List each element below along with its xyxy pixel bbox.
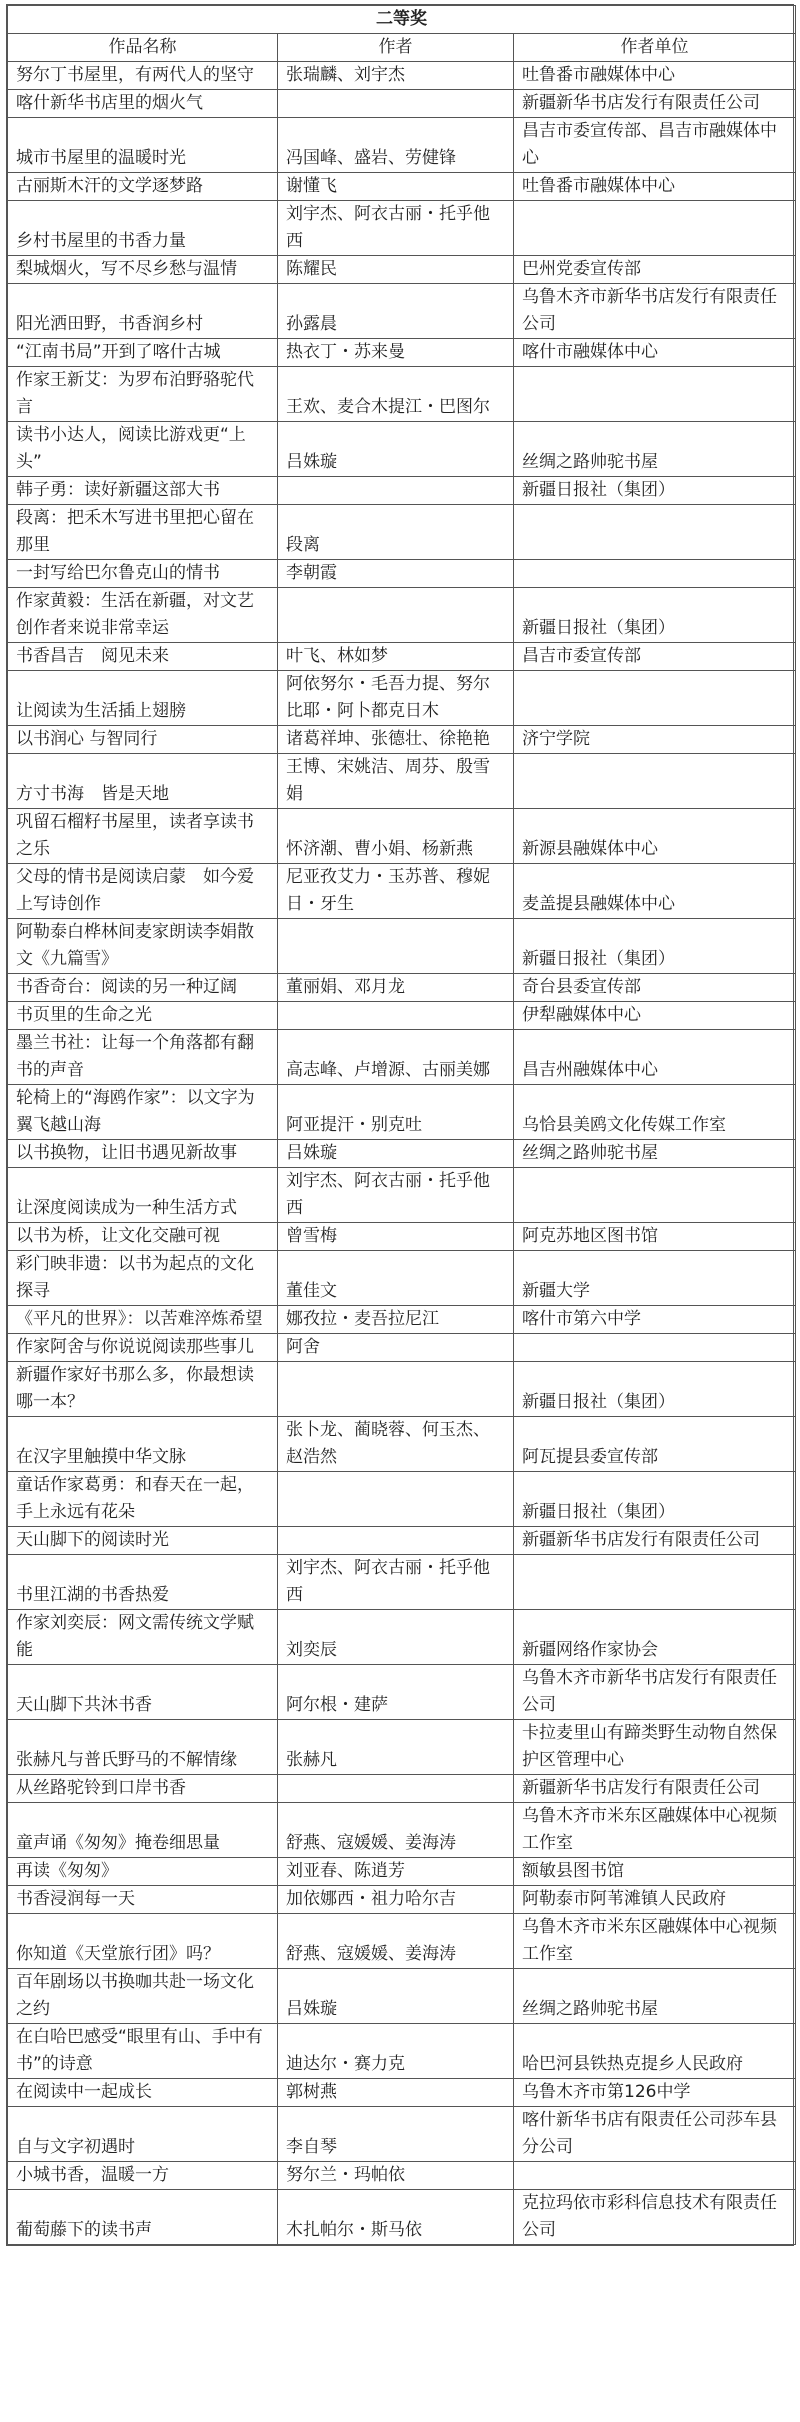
author-cell: 李自琴 xyxy=(278,2107,514,2162)
author-cell: 李朝霞 xyxy=(278,560,514,588)
work-title-cell: 城市书屋里的温暖时光 xyxy=(8,118,278,173)
table-row xyxy=(8,2024,796,2079)
table-row xyxy=(8,2190,796,2245)
table-row xyxy=(8,2079,796,2107)
work-title-cell: 在白哈巴感受“眼里有山、手中有书”的诗意 xyxy=(8,2024,278,2079)
work-title-cell: 古丽斯木汗的文学逐梦路 xyxy=(8,173,278,201)
author-cell: 尼亚孜艾力・玉苏普、穆妮日・牙生 xyxy=(278,864,514,919)
table-row xyxy=(8,118,796,173)
work-title-cell: 新疆作家好书那么多，你最想读哪一本？ xyxy=(8,1362,278,1417)
table-row xyxy=(8,1306,796,1334)
author-cell: 张赫凡 xyxy=(278,1720,514,1775)
work-title-cell: 书香昌吉 阅见未来 xyxy=(8,643,278,671)
affiliation-cell: 乌鲁木齐市新华书店发行有限责任公司 xyxy=(514,284,796,339)
table-row xyxy=(8,864,796,919)
affiliation-cell xyxy=(514,754,796,809)
table-row xyxy=(8,1555,796,1610)
work-title-cell: 阳光洒田野，书香润乡村 xyxy=(8,284,278,339)
affiliation-cell: 奇台县委宣传部 xyxy=(514,974,796,1002)
work-title-cell: 葡萄藤下的读书声 xyxy=(8,2190,278,2245)
work-title-cell: 天山脚下共沐书香 xyxy=(8,1665,278,1720)
author-cell xyxy=(278,90,514,118)
affiliation-cell: 吐鲁番市融媒体中心 xyxy=(514,62,796,90)
author-cell: 刘亚春、陈逍芳 xyxy=(278,1858,514,1886)
author-cell: 张瑞麟、刘宇杰 xyxy=(278,62,514,90)
table-row xyxy=(8,1334,796,1362)
work-title-cell: 阿勒泰白桦林间麦家朗读李娟散文《九篇雪》 xyxy=(8,919,278,974)
work-title-cell: 在汉字里触摸中华文脉 xyxy=(8,1417,278,1472)
column-header-affiliation: 作者单位 xyxy=(514,34,796,62)
affiliation-cell: 昌吉州融媒体中心 xyxy=(514,1030,796,1085)
work-title-cell: 作家刘奕辰：网文需传统文学赋能 xyxy=(8,1610,278,1665)
table-title: 二等奖 xyxy=(8,6,796,34)
author-cell: 陈耀民 xyxy=(278,256,514,284)
work-title-cell: 一封写给巴尔鲁克山的情书 xyxy=(8,560,278,588)
affiliation-cell: 乌鲁木齐市米东区融媒体中心视频工作室 xyxy=(514,1803,796,1858)
affiliation-cell: 阿瓦提县委宣传部 xyxy=(514,1417,796,1472)
affiliation-cell xyxy=(514,2162,796,2190)
author-cell: 孙露晨 xyxy=(278,284,514,339)
table-row xyxy=(8,201,796,256)
table-row xyxy=(8,1472,796,1527)
author-cell: 郭树燕 xyxy=(278,2079,514,2107)
work-title-cell: 在阅读中一起成长 xyxy=(8,2079,278,2107)
affiliation-cell: 额敏县图书馆 xyxy=(514,1858,796,1886)
work-title-cell: 你知道《天堂旅行团》吗？ xyxy=(8,1914,278,1969)
work-title-cell: 《平凡的世界》：以苦难淬炼希望 xyxy=(8,1306,278,1334)
work-title-cell: 方寸书海 皆是天地 xyxy=(8,754,278,809)
award-table xyxy=(7,5,796,2245)
table-row xyxy=(8,1803,796,1858)
table-row xyxy=(8,1251,796,1306)
author-cell: 吕姝璇 xyxy=(278,1140,514,1168)
author-cell xyxy=(278,1472,514,1527)
affiliation-cell: 克拉玛依市彩科信息技术有限责任公司 xyxy=(514,2190,796,2245)
table-row xyxy=(8,1720,796,1775)
affiliation-cell xyxy=(514,1334,796,1362)
table-row xyxy=(8,974,796,1002)
table-row xyxy=(8,2162,796,2190)
work-title-cell: 段离：把禾木写进书里把心留在那里 xyxy=(8,505,278,560)
affiliation-cell xyxy=(514,1168,796,1223)
work-title-cell: 父母的情书是阅读启蒙 如今爱上写诗创作 xyxy=(8,864,278,919)
author-cell xyxy=(278,588,514,643)
affiliation-cell: 丝绸之路帅驼书屋 xyxy=(514,1140,796,1168)
affiliation-cell xyxy=(514,367,796,422)
author-cell: 木扎帕尔・斯马依 xyxy=(278,2190,514,2245)
affiliation-cell xyxy=(514,201,796,256)
author-cell: 娜孜拉・麦吾拉尼江 xyxy=(278,1306,514,1334)
table-row xyxy=(8,1140,796,1168)
affiliation-cell: 麦盖提县融媒体中心 xyxy=(514,864,796,919)
table-row xyxy=(8,1610,796,1665)
affiliation-cell xyxy=(514,1555,796,1610)
work-title-cell: 轮椅上的“海鸥作家”：以文字为翼飞越山海 xyxy=(8,1085,278,1140)
table-row xyxy=(8,90,796,118)
affiliation-cell: 喀什市融媒体中心 xyxy=(514,339,796,367)
affiliation-cell: 丝绸之路帅驼书屋 xyxy=(514,1969,796,2024)
author-cell xyxy=(278,1527,514,1555)
table-title-row xyxy=(8,6,796,34)
affiliation-cell: 新疆日报社（集团） xyxy=(514,1472,796,1527)
author-cell xyxy=(278,1362,514,1417)
author-cell: 曾雪梅 xyxy=(278,1223,514,1251)
author-cell xyxy=(278,1775,514,1803)
work-title-cell: 彩门映非遗：以书为起点的文化探寻 xyxy=(8,1251,278,1306)
table-body xyxy=(8,62,796,2245)
table-row xyxy=(8,1527,796,1555)
affiliation-cell: 新疆日报社（集团） xyxy=(514,1362,796,1417)
table-row xyxy=(8,1969,796,2024)
author-cell: 热衣丁・苏来曼 xyxy=(278,339,514,367)
author-cell: 吕姝璇 xyxy=(278,1969,514,2024)
affiliation-cell: 昌吉市委宣传部 xyxy=(514,643,796,671)
table-row xyxy=(8,726,796,754)
author-cell: 阿舍 xyxy=(278,1334,514,1362)
author-cell xyxy=(278,477,514,505)
work-title-cell: 让阅读为生活插上翅膀 xyxy=(8,671,278,726)
work-title-cell: 小城书香，温暖一方 xyxy=(8,2162,278,2190)
author-cell: 吕姝璇 xyxy=(278,422,514,477)
table-row xyxy=(8,1858,796,1886)
affiliation-cell: 喀什新华书店有限责任公司莎车县分公司 xyxy=(514,2107,796,2162)
author-cell: 高志峰、卢增源、古丽美娜 xyxy=(278,1030,514,1085)
affiliation-cell: 哈巴河县铁热克提乡人民政府 xyxy=(514,2024,796,2079)
author-cell: 董佳文 xyxy=(278,1251,514,1306)
affiliation-cell xyxy=(514,505,796,560)
affiliation-cell xyxy=(514,671,796,726)
affiliation-cell: 喀什市第六中学 xyxy=(514,1306,796,1334)
work-title-cell: 让深度阅读成为一种生活方式 xyxy=(8,1168,278,1223)
work-title-cell: 从丝路驼铃到口岸书香 xyxy=(8,1775,278,1803)
work-title-cell: 百年剧场以书换咖共赴一场文化之约 xyxy=(8,1969,278,2024)
author-cell: 王博、宋姚洁、周芬、殷雪娟 xyxy=(278,754,514,809)
table-row xyxy=(8,173,796,201)
award-table-container xyxy=(6,4,794,2246)
affiliation-cell: 丝绸之路帅驼书屋 xyxy=(514,422,796,477)
table-row xyxy=(8,339,796,367)
work-title-cell: 作家黄毅：生活在新疆，对文艺创作者来说非常幸运 xyxy=(8,588,278,643)
author-cell: 加依娜西・祖力哈尔吉 xyxy=(278,1886,514,1914)
work-title-cell: 天山脚下的阅读时光 xyxy=(8,1527,278,1555)
work-title-cell: 张赫凡与普氏野马的不解情缘 xyxy=(8,1720,278,1775)
work-title-cell: 以书换物，让旧书遇见新故事 xyxy=(8,1140,278,1168)
author-cell: 诸葛祥坤、张德壮、徐艳艳 xyxy=(278,726,514,754)
author-cell: 努尔兰・玛帕依 xyxy=(278,2162,514,2190)
table-row xyxy=(8,1168,796,1223)
table-row xyxy=(8,422,796,477)
work-title-cell: 作家阿舍与你说说阅读那些事儿 xyxy=(8,1334,278,1362)
author-cell: 阿尔根・建萨 xyxy=(278,1665,514,1720)
author-cell: 段离 xyxy=(278,505,514,560)
table-row xyxy=(8,505,796,560)
work-title-cell: 墨兰书社：让每一个角落都有翻书的声音 xyxy=(8,1030,278,1085)
affiliation-cell xyxy=(514,560,796,588)
work-title-cell: 以书润心 与智同行 xyxy=(8,726,278,754)
author-cell: 阿依努尔・毛吾力提、努尔比耶・阿卜都克日木 xyxy=(278,671,514,726)
table-row xyxy=(8,1886,796,1914)
affiliation-cell: 乌鲁木齐市新华书店发行有限责任公司 xyxy=(514,1665,796,1720)
author-cell: 舒燕、寇媛媛、姜海涛 xyxy=(278,1914,514,1969)
author-cell: 迪达尔・赛力克 xyxy=(278,2024,514,2079)
work-title-cell: 努尔丁书屋里，有两代人的坚守 xyxy=(8,62,278,90)
affiliation-cell: 新疆新华书店发行有限责任公司 xyxy=(514,90,796,118)
author-cell: 刘宇杰、阿衣古丽・托乎他西 xyxy=(278,1168,514,1223)
author-cell: 叶飞、林如梦 xyxy=(278,643,514,671)
work-title-cell: 巩留石榴籽书屋里，读者享读书之乐 xyxy=(8,809,278,864)
affiliation-cell: 昌吉市委宣传部、昌吉市融媒体中心 xyxy=(514,118,796,173)
affiliation-cell: 新疆大学 xyxy=(514,1251,796,1306)
work-title-cell: 梨城烟火，写不尽乡愁与温情 xyxy=(8,256,278,284)
column-header-author: 作者 xyxy=(278,34,514,62)
author-cell: 阿亚提汗・别克吐 xyxy=(278,1085,514,1140)
affiliation-cell: 阿克苏地区图书馆 xyxy=(514,1223,796,1251)
author-cell xyxy=(278,1002,514,1030)
affiliation-cell: 新疆日报社（集团） xyxy=(514,477,796,505)
table-row xyxy=(8,1914,796,1969)
work-title-cell: 童声诵《匆匆》掩卷细思量 xyxy=(8,1803,278,1858)
table-row xyxy=(8,643,796,671)
table-row xyxy=(8,1002,796,1030)
table-row xyxy=(8,754,796,809)
table-row xyxy=(8,588,796,643)
table-header-row xyxy=(8,34,796,62)
table-row xyxy=(8,919,796,974)
author-cell: 王欢、麦合木提江・巴图尔 xyxy=(278,367,514,422)
table-row xyxy=(8,1665,796,1720)
author-cell: 冯国峰、盛岩、劳健锋 xyxy=(278,118,514,173)
table-row xyxy=(8,560,796,588)
author-cell xyxy=(278,919,514,974)
affiliation-cell: 阿勒泰市阿苇滩镇人民政府 xyxy=(514,1886,796,1914)
work-title-cell: 喀什新华书店里的烟火气 xyxy=(8,90,278,118)
work-title-cell: 童话作家葛勇：和春天在一起，手上永远有花朵 xyxy=(8,1472,278,1527)
table-row xyxy=(8,2107,796,2162)
table-row xyxy=(8,367,796,422)
table-row xyxy=(8,1362,796,1417)
author-cell: 舒燕、寇媛媛、姜海涛 xyxy=(278,1803,514,1858)
affiliation-cell: 吐鲁番市融媒体中心 xyxy=(514,173,796,201)
work-title-cell: “江南书局”开到了喀什古城 xyxy=(8,339,278,367)
affiliation-cell: 卡拉麦里山有蹄类野生动物自然保护区管理中心 xyxy=(514,1720,796,1775)
work-title-cell: 以书为桥，让文化交融可视 xyxy=(8,1223,278,1251)
table-row xyxy=(8,1223,796,1251)
table-row xyxy=(8,1775,796,1803)
work-title-cell: 自与文字初遇时 xyxy=(8,2107,278,2162)
author-cell: 怀济潮、曹小娟、杨新燕 xyxy=(278,809,514,864)
affiliation-cell: 乌鲁木齐市米东区融媒体中心视频工作室 xyxy=(514,1914,796,1969)
affiliation-cell: 乌鲁木齐市第126中学 xyxy=(514,2079,796,2107)
work-title-cell: 读书小达人，阅读比游戏更“上头” xyxy=(8,422,278,477)
affiliation-cell: 新疆日报社（集团） xyxy=(514,588,796,643)
affiliation-cell: 新疆网络作家协会 xyxy=(514,1610,796,1665)
table-row xyxy=(8,284,796,339)
work-title-cell: 韩子勇：读好新疆这部大书 xyxy=(8,477,278,505)
work-title-cell: 书香浸润每一天 xyxy=(8,1886,278,1914)
author-cell: 刘宇杰、阿衣古丽・托乎他西 xyxy=(278,201,514,256)
affiliation-cell: 新源县融媒体中心 xyxy=(514,809,796,864)
work-title-cell: 书香奇台：阅读的另一种辽阔 xyxy=(8,974,278,1002)
work-title-cell: 书页里的生命之光 xyxy=(8,1002,278,1030)
table-row xyxy=(8,1085,796,1140)
author-cell: 董丽娟、邓月龙 xyxy=(278,974,514,1002)
affiliation-cell: 新疆新华书店发行有限责任公司 xyxy=(514,1527,796,1555)
table-row xyxy=(8,809,796,864)
affiliation-cell: 新疆新华书店发行有限责任公司 xyxy=(514,1775,796,1803)
table-row xyxy=(8,671,796,726)
work-title-cell: 书里江湖的书香热爱 xyxy=(8,1555,278,1610)
work-title-cell: 再读《匆匆》 xyxy=(8,1858,278,1886)
table-row xyxy=(8,62,796,90)
work-title-cell: 乡村书屋里的书香力量 xyxy=(8,201,278,256)
table-row xyxy=(8,477,796,505)
author-cell: 谢懂飞 xyxy=(278,173,514,201)
table-row xyxy=(8,1030,796,1085)
affiliation-cell: 伊犁融媒体中心 xyxy=(514,1002,796,1030)
author-cell: 刘奕辰 xyxy=(278,1610,514,1665)
author-cell: 刘宇杰、阿衣古丽・托乎他西 xyxy=(278,1555,514,1610)
affiliation-cell: 新疆日报社（集团） xyxy=(514,919,796,974)
table-row xyxy=(8,1417,796,1472)
affiliation-cell: 济宁学院 xyxy=(514,726,796,754)
table-row xyxy=(8,256,796,284)
affiliation-cell: 巴州党委宣传部 xyxy=(514,256,796,284)
author-cell: 张卜龙、蔺晓蓉、何玉杰、赵浩然 xyxy=(278,1417,514,1472)
work-title-cell: 作家王新艾：为罗布泊野骆驼代言 xyxy=(8,367,278,422)
affiliation-cell: 乌恰县美鸥文化传媒工作室 xyxy=(514,1085,796,1140)
column-header-work-title: 作品名称 xyxy=(8,34,278,62)
